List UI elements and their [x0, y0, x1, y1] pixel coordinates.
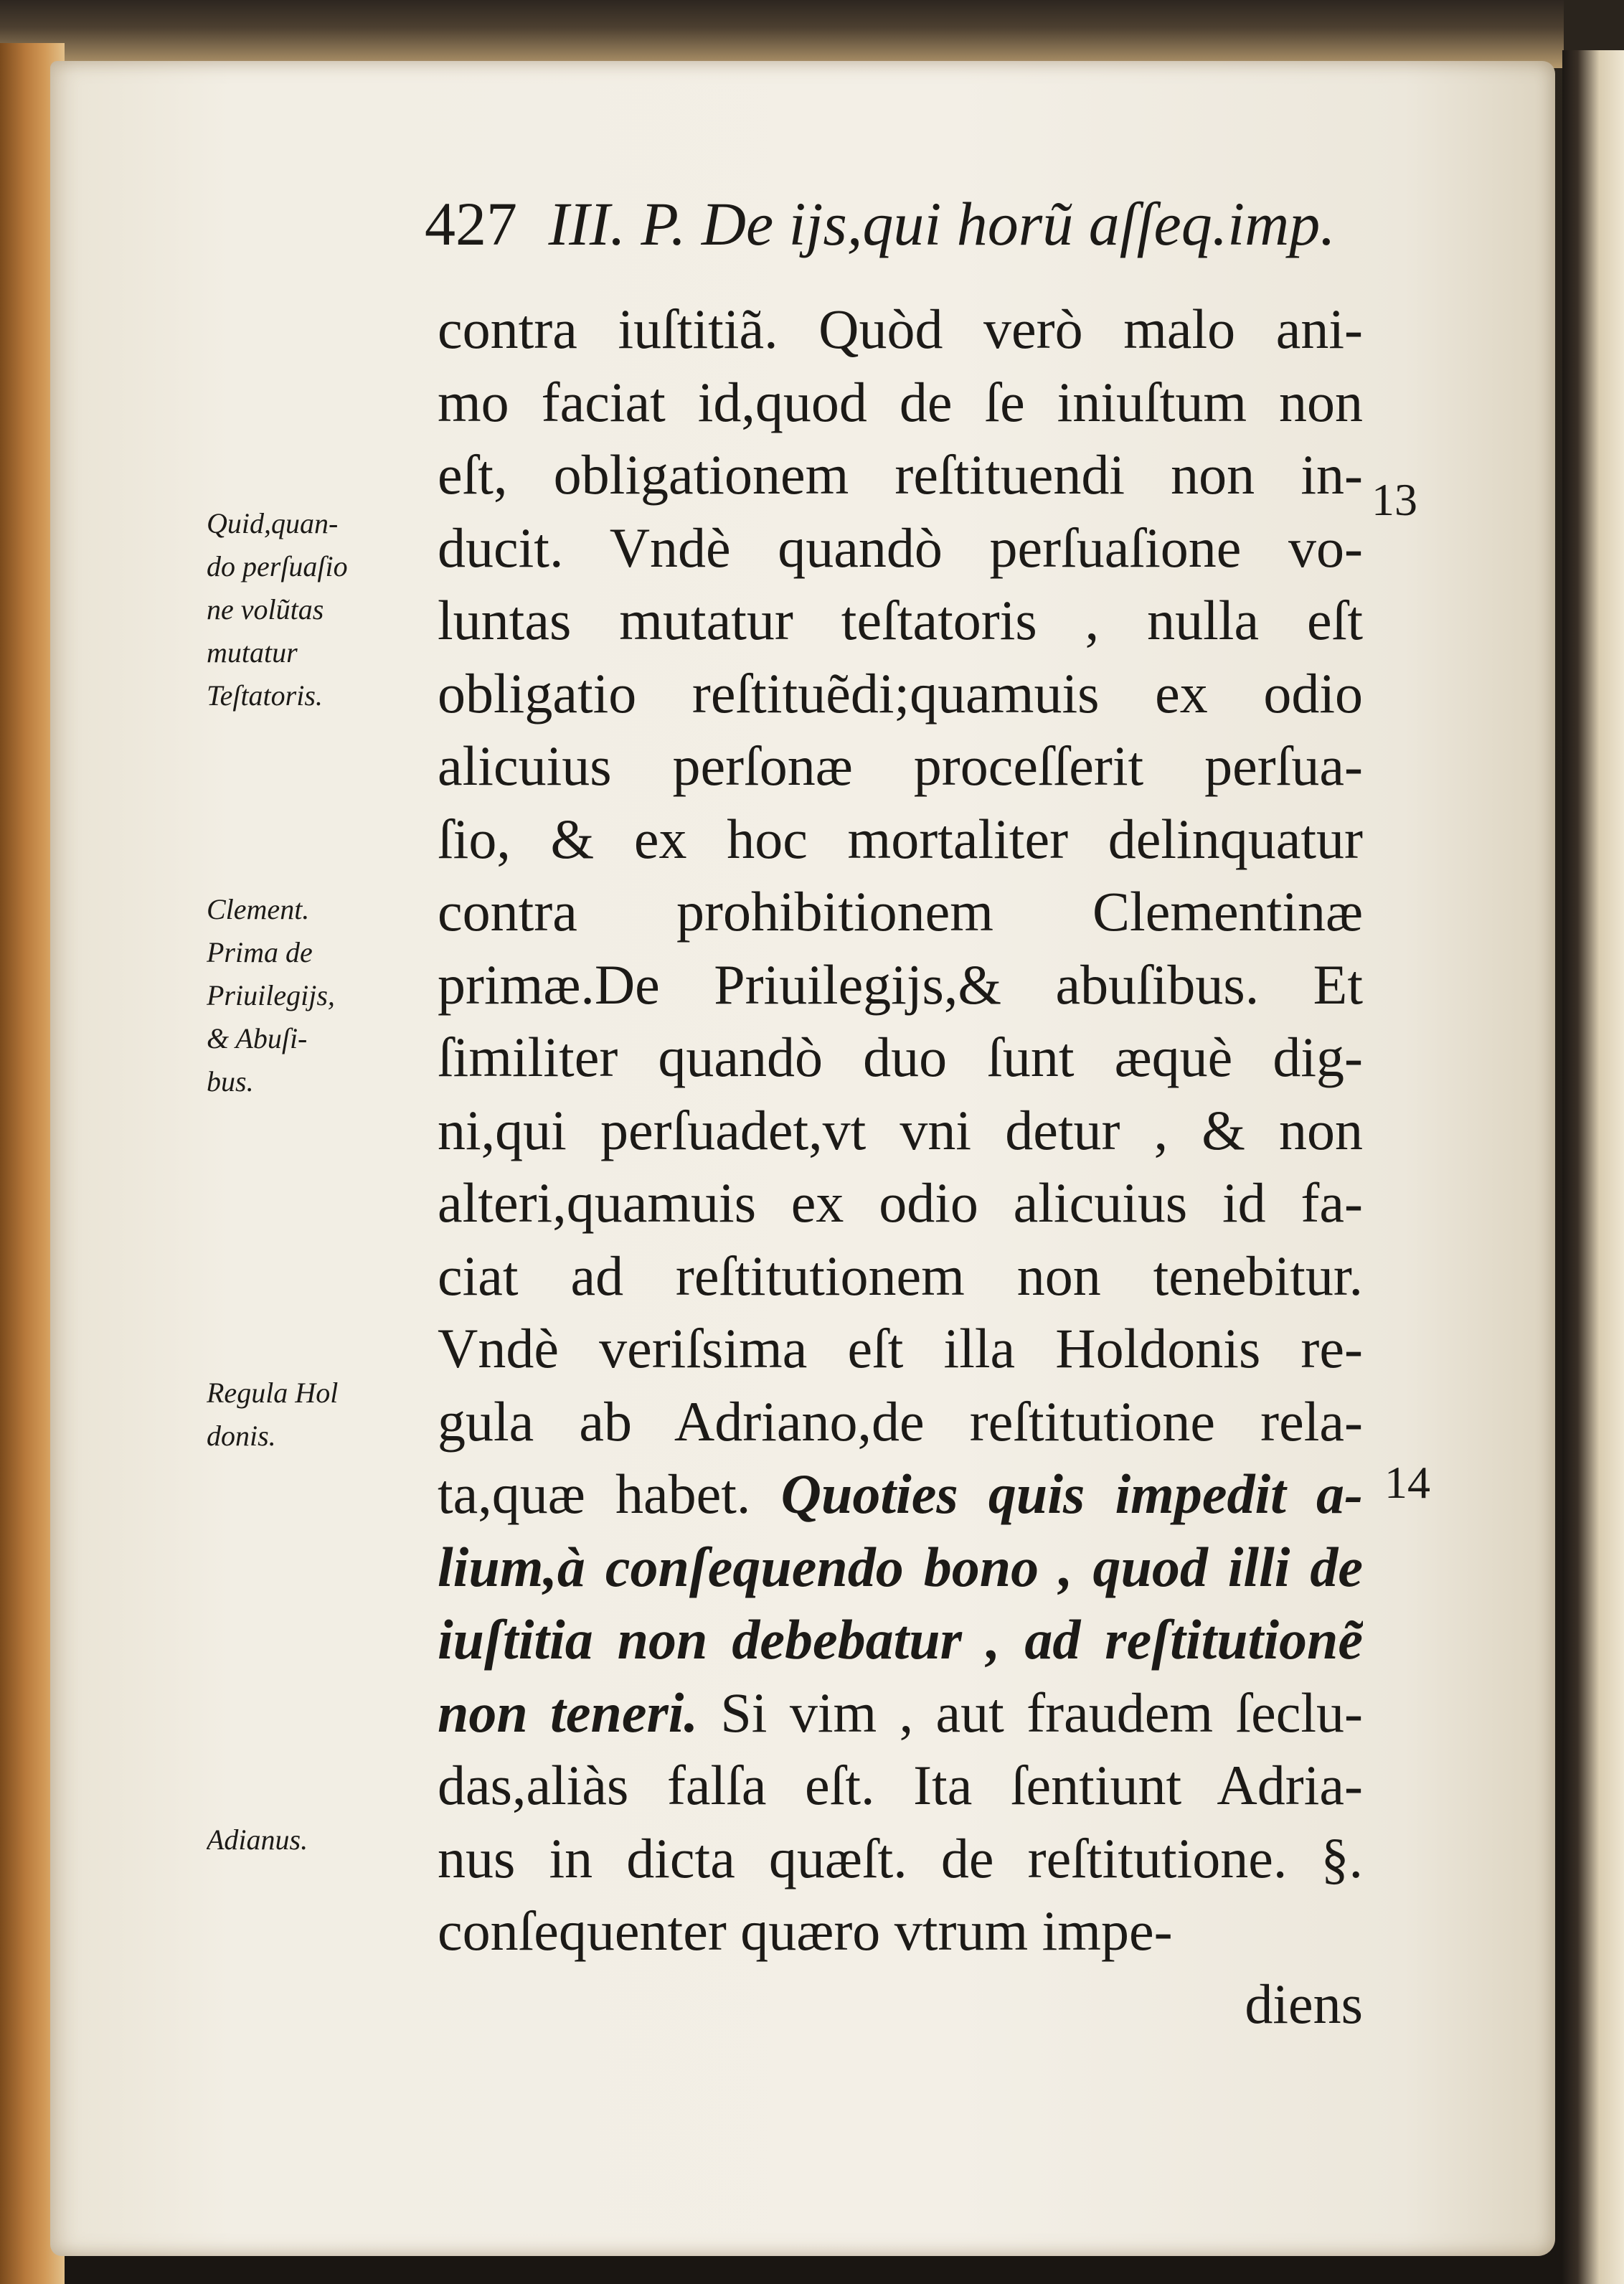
text-segment: gula ab Adriano,de reſtitutione rela-: [438, 1389, 1363, 1453]
text-segment: luntas mutatur teſtatoris , nulla eſt: [438, 589, 1363, 651]
margin-note-regula: [207, 1372, 429, 1458]
text-line: [438, 1385, 1363, 1458]
text-segment: conſequenter quæro vtrum impe-: [438, 1900, 1173, 1962]
margin-note-line: Quid,quan-: [207, 507, 339, 539]
margin-note-line: donis.: [207, 1420, 276, 1452]
text-line: [438, 438, 1363, 511]
text-segment: nus in dicta quæſt. de reſtitutione. §.: [438, 1826, 1363, 1889]
margin-note-line: Priuilegijs,: [207, 979, 335, 1011]
text-line: [438, 1458, 1363, 1531]
margin-note-line: ne volũtas: [207, 593, 324, 626]
text-line: [438, 657, 1363, 730]
text-segment: ſio, & ex hoc mortaliter delinquatur: [438, 807, 1363, 870]
margin-note-line: Regula Hol: [207, 1377, 339, 1409]
text-segment: ducit. Vndè quandò perſuaſione vo-: [438, 516, 1363, 579]
text-line: [438, 1603, 1363, 1676]
text-segment: alicuius perſonæ proceſſerit perſua-: [438, 735, 1363, 797]
margin-note-line: Adianus.: [207, 1823, 308, 1856]
text-line: [438, 293, 1363, 366]
text-segment: primæ.De Priuilegijs,& abuſibus. Et: [438, 953, 1363, 1016]
text-segment: Si vim , aut fraudem ſeclu-: [697, 1681, 1363, 1744]
text-segment: contra prohibitionem Clementinæ: [438, 880, 1363, 943]
text-segment: alteri,quamuis ex odio alicuius id fa-: [438, 1171, 1363, 1234]
catchword: [438, 1968, 1363, 2041]
margin-note-line: Teſtatoris.: [207, 679, 323, 712]
text-segment: ni,qui perſuadet,vt vni detur , & non: [438, 1098, 1363, 1161]
facing-page-edge: [1562, 50, 1624, 2284]
text-line: [438, 1749, 1363, 1822]
margin-note-line: Prima de: [207, 936, 313, 968]
text-line: [438, 1676, 1363, 1750]
margin-note-line: & Abuſi-: [207, 1022, 308, 1054]
margin-note-clement: [207, 888, 429, 1103]
text-segment: obligatio reſtituẽdi;quamuis ex odio: [438, 661, 1363, 725]
text-line: [438, 1021, 1363, 1094]
main-text-block: [438, 293, 1363, 2040]
text-line: [438, 875, 1363, 948]
text-line: [438, 1531, 1363, 1604]
text-segment: mo faciat id,quod de ſe iniuſtum non: [438, 370, 1363, 433]
text-line: [438, 1894, 1363, 1968]
text-segment: ciat ad reſtitutionem non tenebitur.: [438, 1244, 1363, 1307]
text-line: [438, 948, 1363, 1021]
text-line: [438, 511, 1363, 585]
running-header: [425, 188, 1372, 274]
text-line: [438, 803, 1363, 876]
margin-note-line: bus.: [207, 1065, 254, 1098]
text-segment: Quoties quis impedit a-: [780, 1463, 1363, 1525]
page-top-edge: [0, 0, 1564, 68]
text-segment: eſt, obligationem reſtituendi non in-: [438, 443, 1363, 506]
running-title: III. P. De ijs,qui horũ aſſeq.imp.: [548, 189, 1336, 258]
text-line: [438, 584, 1363, 657]
text-line: [438, 730, 1363, 803]
text-segment: das,aliàs falſa eſt. Ita ſentiunt Adria-: [438, 1754, 1363, 1816]
margin-note-persuasion: [207, 502, 429, 717]
page-number: 427: [425, 189, 517, 258]
text-segment: iuſtitia non debebatur , ad reſtitutionẽ: [438, 1608, 1363, 1671]
text-segment: ta,quæ habet.: [438, 1463, 781, 1525]
marginal-number-14: 14: [1384, 1457, 1430, 1508]
text-line: [438, 366, 1363, 439]
text-line: [438, 1240, 1363, 1313]
text-line: [438, 1822, 1363, 1895]
margin-note-line: Clement.: [207, 893, 310, 925]
text-segment: diens: [1245, 1972, 1363, 2035]
text-segment: ſimiliter quandò duo ſunt æquè dig-: [438, 1026, 1363, 1088]
text-segment: Vndè veriſsima eſt illa Holdonis re-: [438, 1317, 1363, 1379]
text-line: [438, 1166, 1363, 1240]
margin-note-line: do perſuaſio: [207, 550, 348, 582]
text-segment: contra iuſtitiã. Quòd verò malo ani-: [438, 298, 1363, 360]
text-line: [438, 1094, 1363, 1167]
margin-note-line: mutatur: [207, 636, 298, 669]
text-line: [438, 1312, 1363, 1385]
text-segment: non teneri.: [438, 1681, 698, 1744]
marginal-number-13: 13: [1372, 474, 1417, 525]
margin-note-adrianus: [207, 1818, 429, 1861]
text-segment: lium,à conſequendo bono , quod illi de: [438, 1535, 1363, 1598]
